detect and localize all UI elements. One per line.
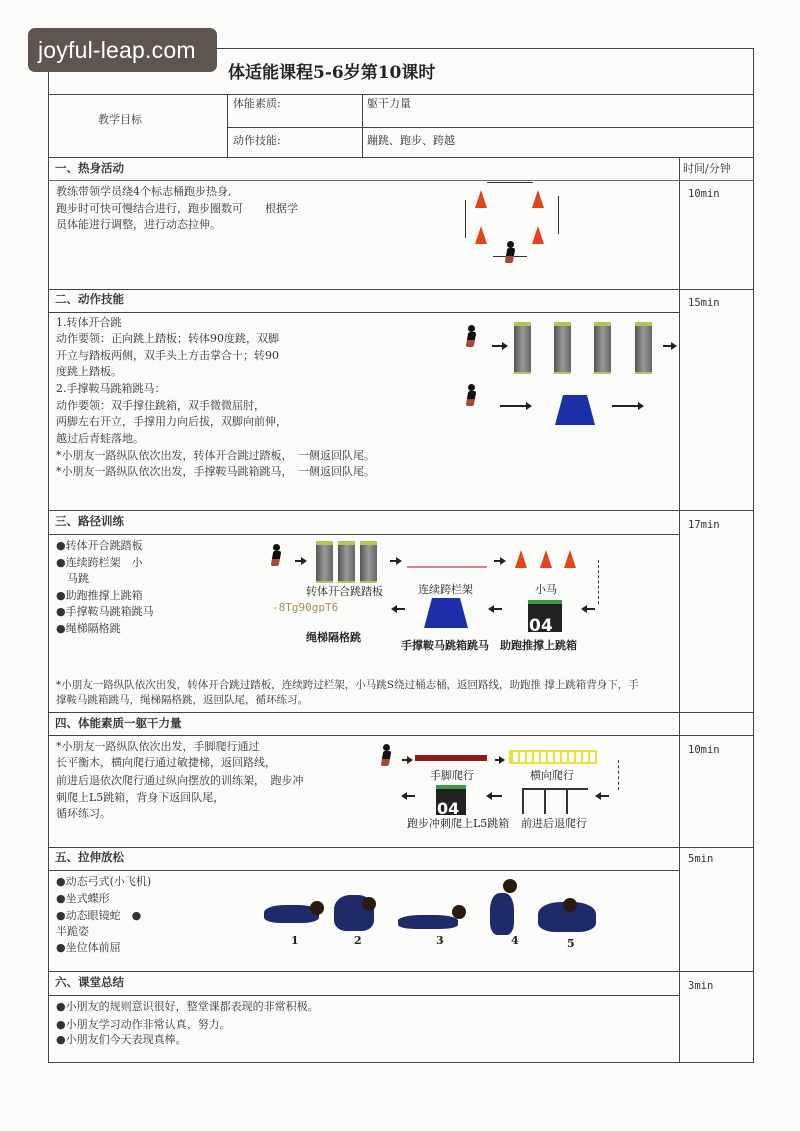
agility-ladder (509, 750, 597, 764)
section-time: 10min (688, 188, 720, 200)
arrow-icon (402, 759, 411, 761)
vault-box (424, 598, 468, 628)
arrow-icon (390, 560, 400, 562)
step-board (554, 322, 571, 374)
section-heading-summary: 六、课堂总结 (55, 975, 124, 989)
arrow-icon (488, 795, 502, 797)
arrow-icon (612, 405, 642, 407)
arrow-icon (494, 560, 504, 562)
arrow-icon (393, 608, 405, 610)
diagram-label: 手撑鞍马跳箱跳马 (401, 639, 489, 652)
section-heading-stretch: 五、拉伸放松 (55, 850, 124, 864)
diagram-label: 绳梯隔格跳 (306, 631, 361, 644)
jump-box: 04 (436, 785, 466, 815)
section-heading-core: 四、体能素质一躯干力量 (55, 716, 182, 730)
cone-icon (515, 550, 527, 568)
pose-number: 2 (354, 934, 362, 947)
section-time: 17min (688, 519, 720, 531)
objective-key: 动作技能: (233, 134, 281, 147)
runner-icon (504, 241, 516, 263)
diagram-label: 转体开合跳踏板 (306, 585, 383, 598)
pose-number: 5 (567, 937, 575, 950)
section-heading-warmup: 一、热身活动 (55, 161, 124, 175)
jump-box: 04 (528, 600, 562, 632)
crawl-frames (522, 788, 588, 814)
runner-icon (465, 384, 477, 406)
step-board (360, 541, 377, 583)
time-header: 时间/分钟 (683, 162, 731, 175)
watermark: joyful-leap.com (28, 28, 217, 72)
arrow-icon (663, 345, 675, 347)
arrow-icon (500, 405, 530, 407)
section-time: 15min (688, 297, 720, 309)
time-column (679, 157, 754, 1063)
objective-value: 蹦跳、跑步、跨越 (367, 134, 455, 147)
arrow-icon (295, 560, 305, 562)
runner-icon (270, 544, 282, 566)
arrow-icon (495, 759, 503, 761)
section-time: 10min (688, 744, 720, 756)
pose-number: 3 (436, 934, 444, 947)
page-title: 体适能课程5-6岁第10课时 (228, 63, 436, 83)
cone-icon (564, 550, 576, 568)
step-board (338, 541, 355, 583)
section-heading-skills: 二、动作技能 (55, 292, 124, 306)
section-time: 5min (688, 853, 714, 865)
pose-image (398, 915, 458, 929)
cone-icon (540, 550, 552, 568)
pose-image (490, 893, 514, 935)
pose-number: 4 (511, 934, 519, 947)
hurdles-icon (407, 552, 487, 568)
diagram-label: 跑步冲刺爬上L5跳箱 (407, 817, 510, 830)
step-board (316, 541, 333, 583)
objective-value-cell (362, 94, 754, 128)
arrow-icon (597, 795, 609, 797)
runner-icon (465, 325, 477, 347)
vault-box (555, 395, 595, 425)
balance-beam (415, 755, 487, 761)
diagram-label: 小马 (535, 583, 557, 596)
diagram-code: -8Tg90gpT6 (272, 601, 339, 614)
arrow-icon (583, 608, 595, 610)
cone-icon (475, 190, 487, 208)
arrow-icon (490, 608, 502, 610)
step-board (514, 322, 531, 374)
diagram-label: 前进后退爬行 (521, 817, 587, 830)
runner-icon (380, 744, 392, 766)
arrow-icon (403, 795, 415, 797)
cone-icon (475, 226, 487, 244)
step-board (594, 322, 611, 374)
step-board (635, 322, 652, 374)
diagram-label: 横向爬行 (530, 769, 574, 782)
arrow-icon (492, 345, 506, 347)
objectives-label: 教学目标 (98, 113, 142, 126)
diagram-label: 连续跨栏架 (418, 583, 473, 596)
objective-value: 躯干力量 (367, 97, 411, 110)
diagram-label: 手脚爬行 (430, 769, 474, 782)
cone-icon (532, 226, 544, 244)
pose-number: 1 (291, 934, 299, 947)
section-heading-circuit: 三、路径训练 (55, 514, 124, 528)
section-time: 3min (688, 980, 714, 992)
cone-icon (532, 190, 544, 208)
objective-key: 体能素质: (233, 97, 281, 110)
diagram-label: 助跑推撑上跳箱 (500, 639, 577, 652)
